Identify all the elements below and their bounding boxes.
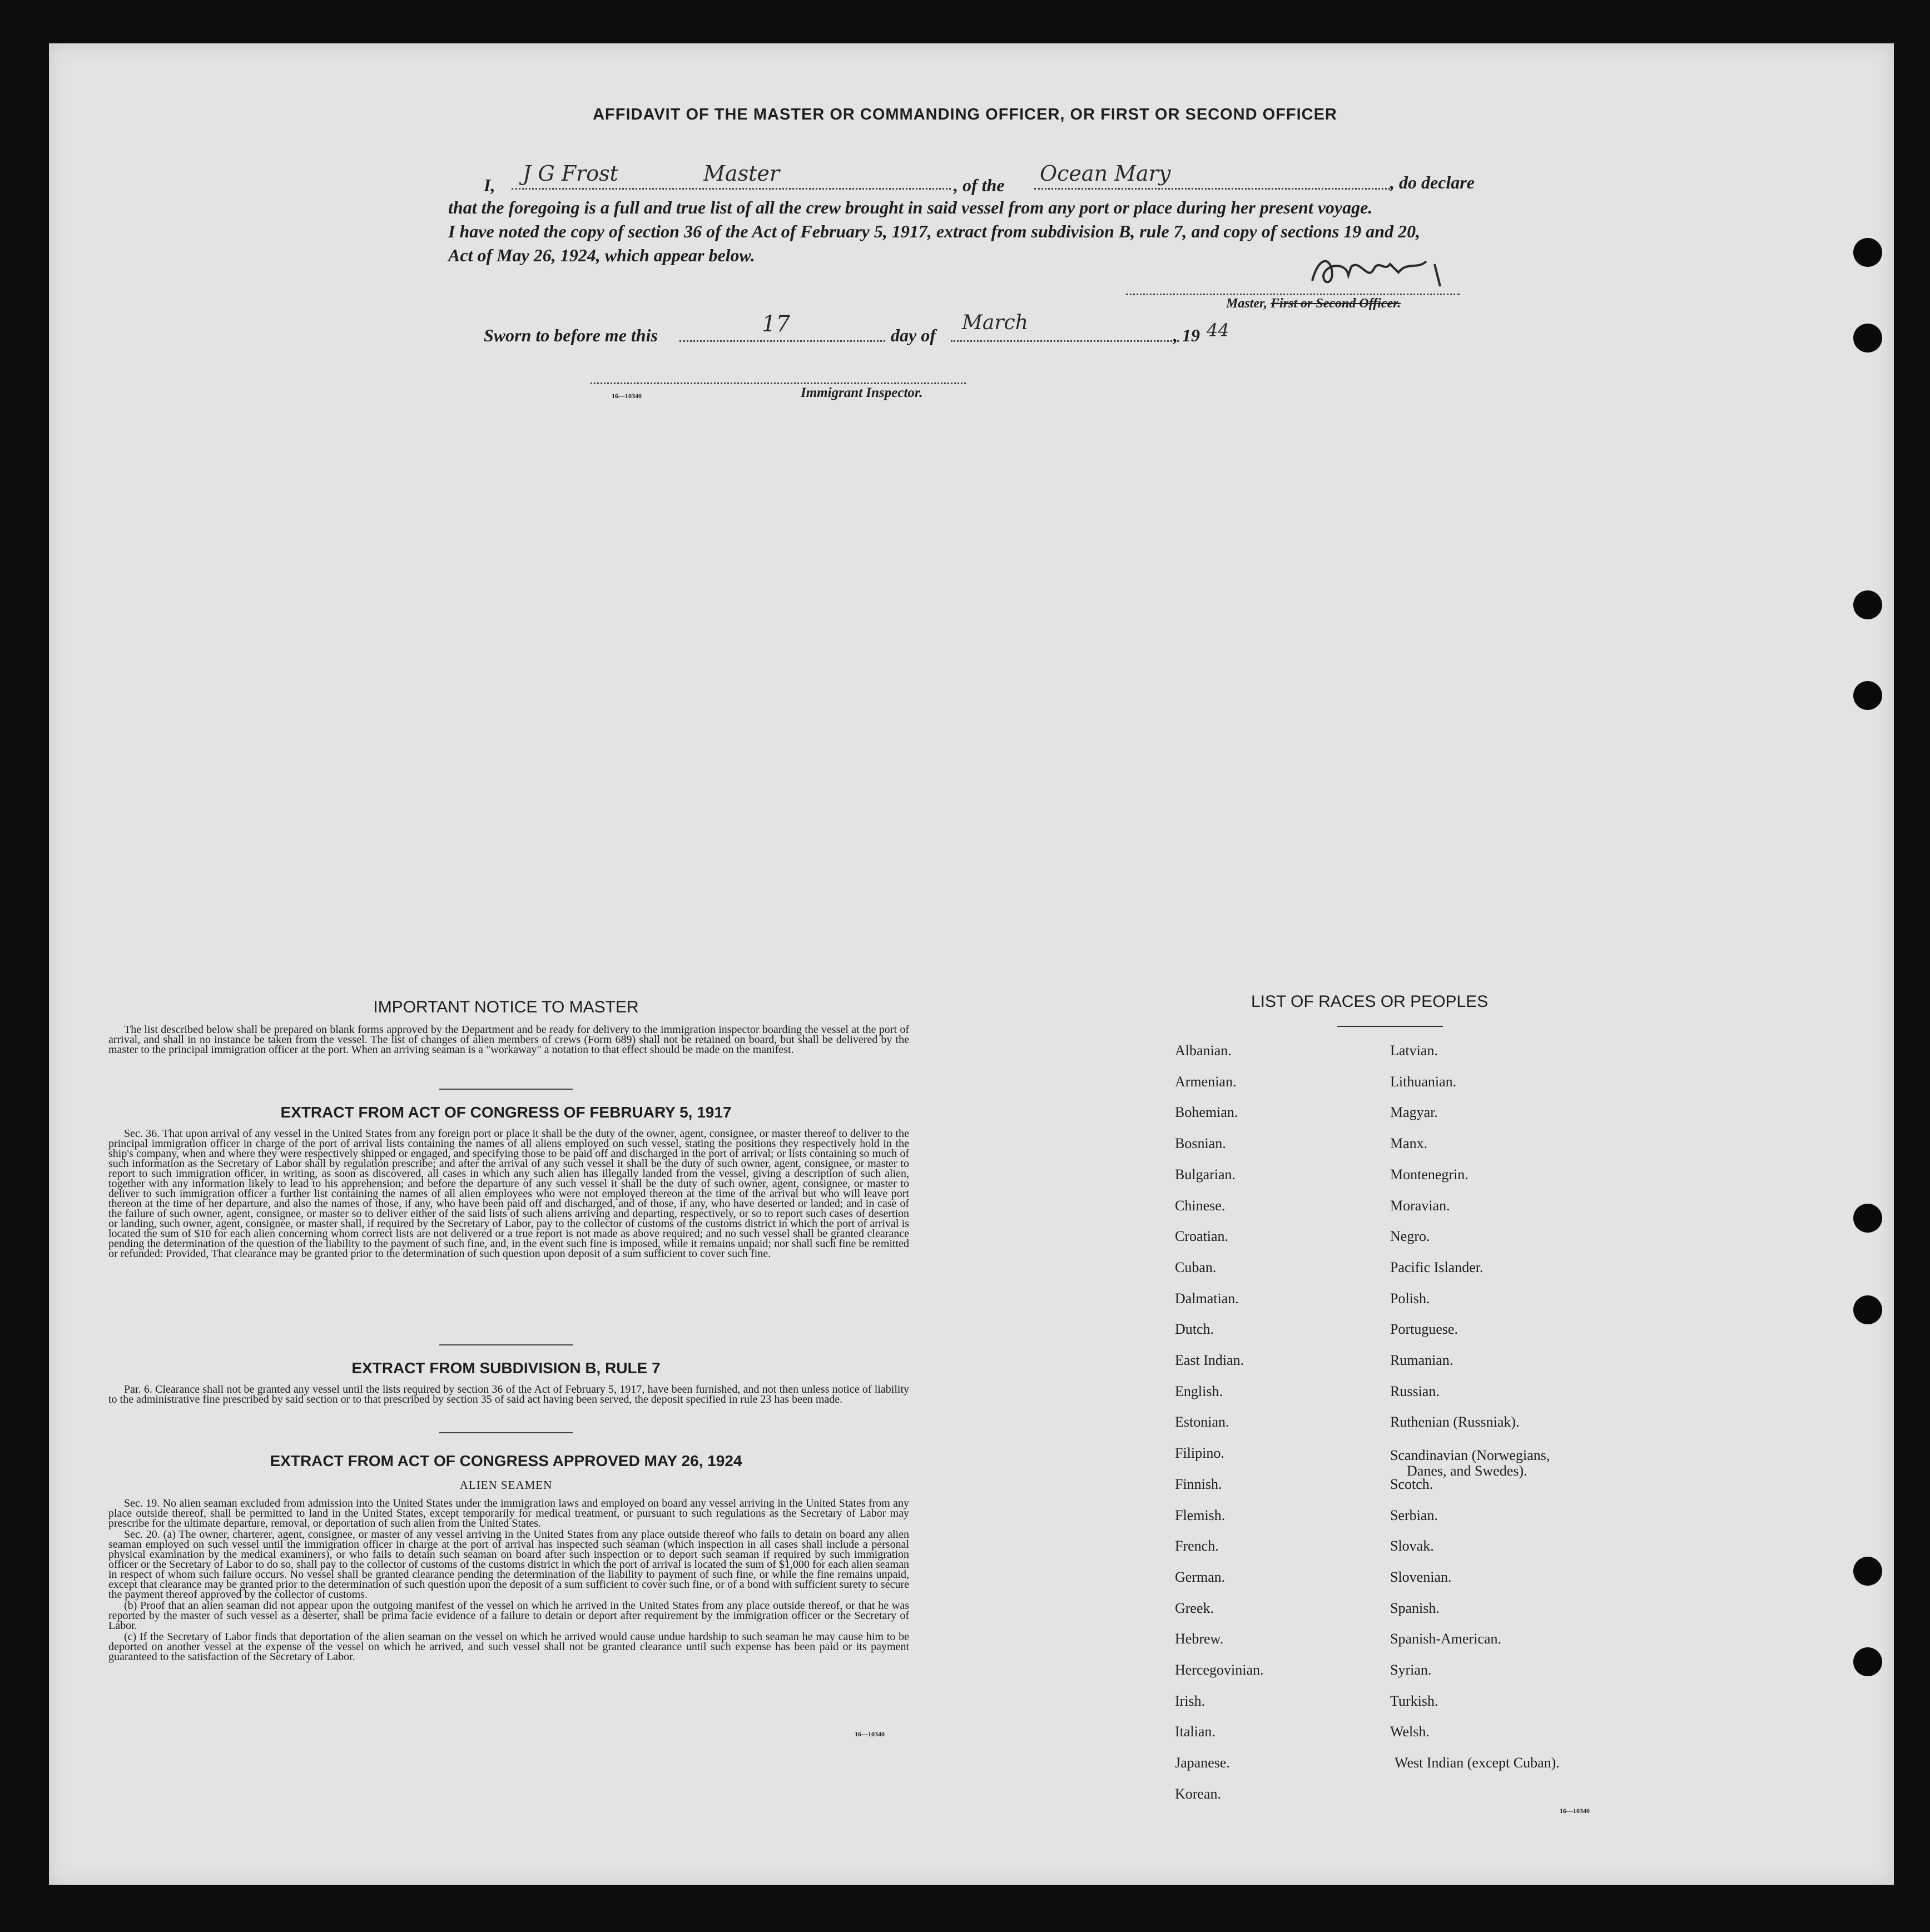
do-declare-label: , do declare [1390,172,1475,192]
race-item: Italian. [1175,1724,1215,1740]
declaration-prefix: I, [484,175,495,195]
race-item: Magyar. [1390,1104,1438,1120]
sworn-day-handwriting: 17 [762,311,790,337]
race-item: Polish. [1390,1290,1430,1307]
race-item: Cuban. [1175,1259,1217,1275]
race-item: Spanish. [1390,1600,1440,1616]
struck-officer-label: First or Second Officer. [1271,296,1401,311]
alien-seamen-subtitle: ALIEN SEAMEN [459,1478,553,1492]
signature-line [1126,294,1460,295]
punch-hole [1853,238,1882,267]
vessel-name-handwriting: Ocean Mary [1040,161,1171,186]
notice-paragraph: The list described below shall be prepared on blank forms approved by the Department and be ready for delivery to the immigration inspector boarding the vessel at the port of arrival, and shall in no instance be taken from the vessel. The list of changes of alien members of crews (Form 689) shall not be retained on board, but shall be delivered by the master to the principal immigration officer at the port. When an arriving seaman is a "workaway" a notation to that effect should be made on the manifest. [108,1024,909,1056]
race-item: English. [1175,1383,1223,1399]
signature-label [1226,296,1401,311]
par6-paragraph: Par. 6. Clearance shall not be granted any vessel until the lists required by section 36 of the Act of February 5, 1917, have been furnished, and not then unless notice of liability to the administrative fine prescribed by said section or to that prescribed by section 35 of said act having been served, the deposit specified in rule 23 has been made. [108,1383,909,1405]
punch-hole [1853,590,1882,619]
race-item: Scandinavian (Norwegians, [1390,1447,1550,1463]
punch-hole [1853,1647,1882,1676]
subdivision-b-title: EXTRACT FROM SUBDIVISION B, RULE 7 [351,1359,661,1377]
punch-hole [1853,1295,1882,1324]
sworn-month-handwriting: March [962,311,1028,334]
race-item: Manx. [1390,1135,1428,1151]
race-item: Estonian. [1175,1414,1229,1430]
race-item: Irish. [1175,1693,1205,1709]
notice-form-number: 16—10340 [855,1730,885,1738]
master-signature [1307,253,1451,292]
race-item: Bulgarian. [1175,1166,1236,1183]
race-item: Albanian. [1175,1042,1232,1059]
race-item: Flemish. [1175,1507,1226,1523]
race-item: Latvian. [1390,1042,1438,1059]
races-form-number: 16—10340 [1560,1807,1590,1815]
punch-hole [1853,324,1882,352]
extract-1924-title: EXTRACT FROM ACT OF CONGRESS APPROVED MAY 26, 1924 [270,1452,742,1469]
race-item: Chinese. [1175,1198,1226,1214]
vessel-blank-line [1034,188,1390,190]
race-item: Finnish. [1175,1476,1222,1492]
race-item: Lithuanian. [1390,1074,1457,1090]
race-item: Hebrew. [1175,1631,1224,1647]
race-item: East Indian. [1175,1352,1244,1368]
race-item: Dutch. [1175,1321,1214,1337]
sworn-prefix: Sworn to before me this [484,325,658,345]
extract-1924-text [108,1498,909,1663]
race-item: Ruthenian (Russniak). [1390,1414,1520,1430]
race-item: Bohemian. [1175,1104,1238,1120]
races-title: LIST OF RACES OR PEOPLES [1251,992,1489,1011]
race-item: Welsh. [1390,1724,1430,1740]
subdivision-b-text [108,1384,909,1405]
extract-1917-text [108,1129,909,1260]
sec20b-paragraph: (b) Proof that an alien seaman did not appear upon the outgoing manifest of the vessel on which he arrived in the United States from any place outside thereof, or that he was reported by the master of such vessel as a deserter, shall be prima facie evidence of a failure to detain or deport after requirement by the immigration officer or the Secretary of Labor. [108,1600,909,1632]
sec19-paragraph: Sec. 19. No alien seaman excluded from admission into the United States under the immigration laws and employed on board any vessel arriving in the United States from any place outside thereof, shall be permitted to land in the United States, except temporarily for medical treatment, or pursuant to such regulations as the Secretary of Labor may prescribe for the ultimate departure, removal, or deportation of such alien from the United States. [108,1497,909,1529]
year-prefix: , 19 [1173,325,1200,345]
race-item: Korean. [1175,1786,1222,1802]
race-item: Portuguese. [1390,1321,1458,1337]
punch-hole [1853,681,1882,710]
notice-title: IMPORTANT NOTICE TO MASTER [373,998,639,1016]
race-item: Serbian. [1390,1507,1438,1523]
affidavit-line-3: I have noted the copy of section 36 of the Act of February 5, 1917, extract from subdivision B, rule 7, and copy of sections 19 and 20, [448,221,1421,241]
of-the-label: , of the [954,175,1005,195]
race-item: Japanese. [1175,1755,1230,1771]
affidavit-line-2: that the foregoing is a full and true list of all the crew brought in said vessel from any port or place during her present voyage. [448,197,1373,217]
race-item: Montenegrin. [1390,1166,1468,1183]
notice-text [108,1025,909,1056]
race-item: Dalmatian. [1175,1290,1239,1307]
race-item: Spanish-American. [1390,1631,1502,1647]
sworn-year-handwriting: 44 [1207,320,1229,341]
extract-1917-title: EXTRACT FROM ACT OF CONGRESS OF FEBRUARY 5, 1917 [280,1104,732,1121]
master-rank-handwriting: Master [703,161,780,186]
race-item: Pacific Islander. [1390,1259,1484,1275]
race-item: Armenian. [1175,1074,1237,1090]
race-item: Croatian. [1175,1228,1229,1244]
sec36-paragraph: Sec. 36. That upon arrival of any vessel in the United States from any foreign port or place it shall be the duty of the owner, agent, consignee, or master thereof to deliver to the principal immigration officer in charge of the port of arrival lists containing the names of all aliens employed on such vessel, stating the positions they respectively hold in the ship's company, when and where they were respectively shipped or engaged, and specifying those to be paid off and discharged in the port of arrival; or lists containing so much of such information as the Secretary of Labor shall by regulation prescribe; and after the arrival of any such vessel it shall be the duty of such owner, agent, consignee, or master to report to such immigration officer, in writing, as soon as discovered, all cases in which any such alien has illegally landed from the vessel, giving a description of such alien, together with any information likely to lead to his apprehension; and before the departure of any such vessel it shall be the duty of such owner, agent, consignee, or master to deliver to such immigration officer a further list containing the names of all alien employees who were not employed thereon at the time of the arrival but who will leave port thereon at the time of her departure, and also the names of those, if any, who have been paid off and discharged, and of those, if any, who have deserted or landed; and in case of the failure of such owner, agent, consignee, or master so to deliver either of the said lists of such aliens arriving and departing, respectively, or so to report such cases of desertion or landing, such owner, agent, consignee, or master shall, if required by the Secretary of Labor, pay to the collector of customs of the customs district in which the port of arrival is located the sum of $10 for each alien concerning whom correct lists are not delivered or a true report is not made as above required; and no such vessel shall be granted clearance pending the determination of the question of the liability to the payment of such fine, and, in the event such fine is imposed, while it remains unpaid; nor shall such fine be remitted or refunded: Provided, That clearance may be granted prior to the determination of such question upon deposit of a sum sufficient to cover such fine. [108,1128,909,1260]
race-item: Hercegovinian. [1175,1662,1264,1678]
inspector-signature-line [591,383,966,384]
separator [439,1344,573,1345]
race-item: Syrian. [1390,1662,1432,1678]
punch-hole [1853,1204,1882,1233]
race-item: Russian. [1390,1383,1440,1399]
race-item: Slovak. [1390,1538,1434,1554]
race-item: Danes, and Swedes). [1407,1463,1527,1479]
name-blank-line [512,188,951,190]
master-name-handwriting: J G Frost [523,161,618,186]
punch-hole [1853,1557,1882,1586]
sworn-day-line [679,340,885,342]
race-item: Filipino. [1175,1445,1224,1461]
race-item: Scotch. [1390,1476,1433,1492]
race-item: Turkish. [1390,1693,1438,1709]
race-item: French. [1175,1538,1219,1554]
affidavit-declaration-line [484,175,495,196]
affidavit-line-4: Act of May 26, 1924, which appear below. [448,245,755,265]
race-item: Moravian. [1390,1198,1450,1214]
sworn-month-line [951,340,1179,342]
sec20a-paragraph: Sec. 20. (a) The owner, charterer, agent, consignee, or master of any vessel arriving in the United States from any place outside thereof who fails to detain on board any alien seaman employed on such vessel until the immigration officer in charge at the port of arrival has inspected such seaman (which inspection in all cases shall include a personal physical examination by the medical examiners), or who fails to detain such seaman on board after such inspection or to deport such seaman if required by such immigration officer or the Secretary of Labor to do so, shall pay to the collector of customs of the customs district in which the port of arrival is located the sum of $1,000 for each alien seaman in respect of whom such failure occurs. No vessel shall be granted clearance pending the determination of the liability to payment of such fine, or while the fine remains unpaid, except that clearance may be granted prior to the determination of such question upon the deposit of a sum sufficient to cover such fine, or of a bond with sufficient surety to secure the payment thereof approved by the collector of customs. [108,1528,909,1601]
race-item: German. [1175,1569,1226,1585]
day-of-label: day of [891,325,936,345]
master-label: Master, [1226,296,1268,311]
race-item: Greek. [1175,1600,1214,1616]
race-item: Bosnian. [1175,1135,1226,1151]
affidavit-title: AFFIDAVIT OF THE MASTER OR COMMANDING OFFICER, OR FIRST OR SECOND OFFICER [593,106,1337,123]
races-title-underline [1337,1026,1443,1027]
race-item: Negro. [1390,1228,1430,1244]
separator [439,1432,573,1433]
inspector-label: Immigrant Inspector. [801,385,923,400]
affidavit-form-number: 16—10340 [612,392,642,400]
race-item: Slovenian. [1390,1569,1452,1585]
handwritten-name-field [509,161,954,186]
race-item: West Indian (except Cuban). [1395,1755,1560,1771]
race-item: Rumanian. [1390,1352,1453,1368]
separator [439,1089,573,1090]
sec20c-paragraph: (c) If the Secretary of Labor finds that deportation of the alien seaman on the vessel on which he arrived would cause undue hardship to such seaman he may cause him to be deported on another vessel at the expense of the vessel on which he arrived, and such vessel shall not be granted clearance until such expense has been paid or its payment guaranteed to the satisfaction of the Secretary of Labor. [108,1631,909,1663]
